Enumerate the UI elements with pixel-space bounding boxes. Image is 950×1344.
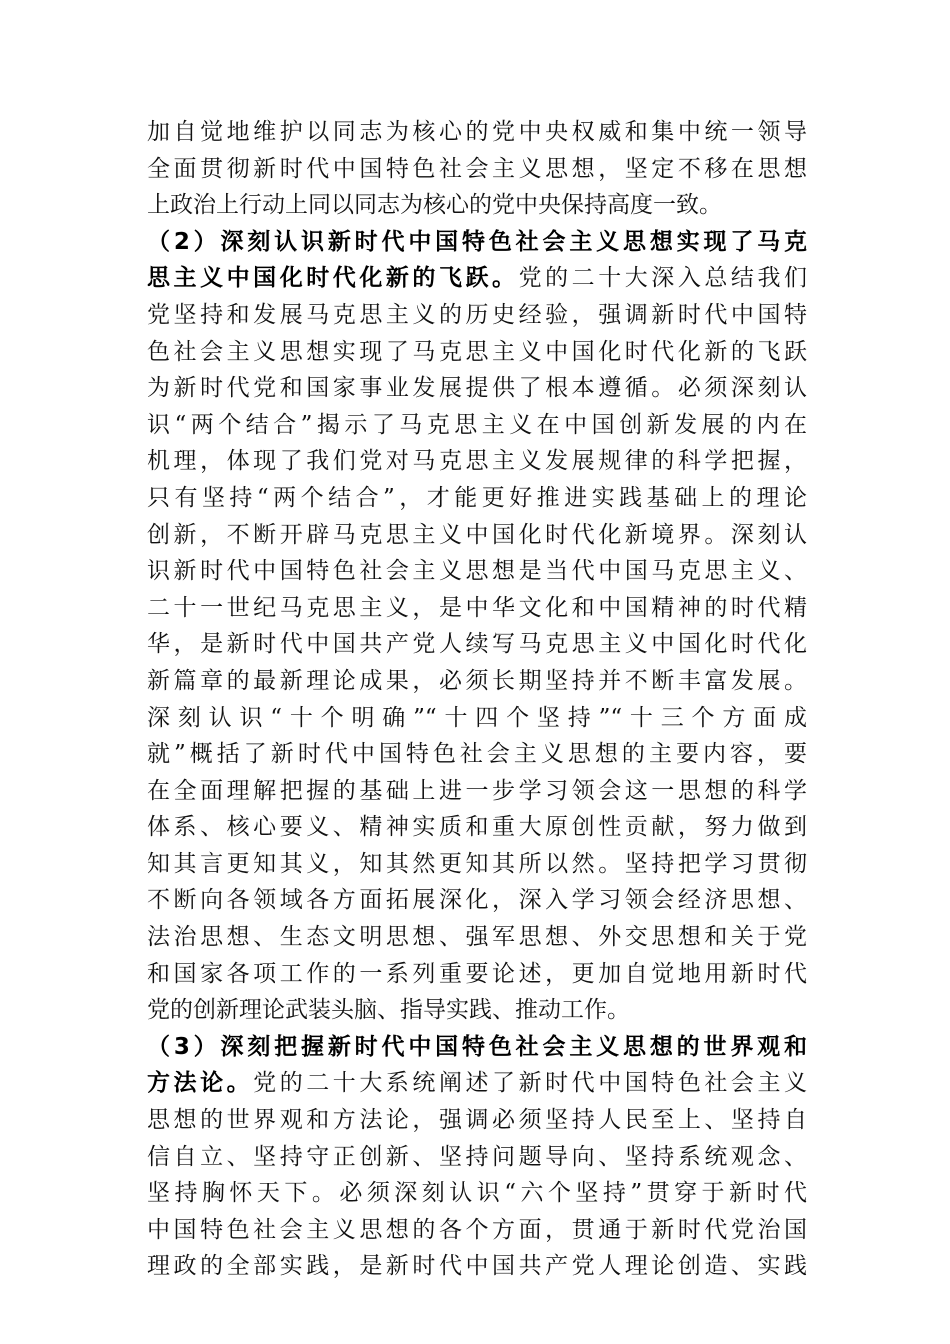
- text-line: [147, 114, 807, 151]
- text-line: [147, 334, 807, 371]
- text-line: [147, 480, 807, 517]
- body-text: 就”概括了新时代中国特色社会主义思想的主要内容，要: [147, 741, 807, 768]
- body-text: 机理，体现了我们党对马克思主义发展规律的科学把握，: [147, 448, 807, 475]
- body-text: 二十一世纪马克思主义，是中华文化和中国精神的时代精: [147, 594, 807, 621]
- text-line: [147, 626, 807, 663]
- text-line: [147, 700, 807, 737]
- body-text: 识新时代中国特色社会主义思想是当代中国马克思主义、: [147, 558, 807, 585]
- text-line: [147, 187, 807, 224]
- text-line: [147, 370, 807, 407]
- bold-heading-text: （2）深刻认识新时代中国特色社会主义思想实现了马克: [147, 228, 807, 255]
- body-text: 识“两个结合”揭示了马克思主义在中国创新发展的内在: [147, 411, 807, 438]
- body-text: 信自立、坚持守正创新、坚持问题导向、坚持系统观念、: [147, 1143, 807, 1170]
- text-line: [147, 663, 807, 700]
- body-text: 华，是新时代中国共产党人续写马克思主义中国化时代化: [147, 631, 807, 658]
- body-text: 新篇章的最新理论成果，必须长期坚持并不断丰富发展。: [147, 667, 807, 694]
- body-text: 党的二十大深入总结我们: [518, 265, 807, 292]
- body-text: 和国家各项工作的一系列重要论述，更加自觉地用新时代: [147, 960, 807, 987]
- bold-heading-text: 思主义中国化时代化新的飞跃。: [147, 265, 519, 292]
- text-line: [147, 1102, 807, 1139]
- body-text: 全面贯彻新时代中国特色社会主义思想，坚定不移在思想: [147, 155, 807, 182]
- body-text: 上政治上行动上同以同志为核心的党中央保持高度一致。: [147, 192, 722, 219]
- body-text: 思想的世界观和方法论，强调必须坚持人民至上、坚持自: [147, 1107, 807, 1134]
- body-text: 创新，不断开辟马克思主义中国化时代化新境界。深刻认: [147, 521, 807, 548]
- text-line: [147, 809, 807, 846]
- body-text: 党的创新理论武装头脑、指导实践、推动工作。: [147, 997, 630, 1024]
- text-line: [147, 1139, 807, 1176]
- text-line: [147, 1175, 807, 1212]
- text-line: [147, 553, 807, 590]
- text-line: [147, 151, 807, 188]
- body-text: 在全面理解把握的基础上进一步学习领会这一思想的科学: [147, 777, 807, 804]
- body-text: 坚持胸怀天下。必须深刻认识“六个坚持”贯穿于新时代: [147, 1180, 807, 1207]
- text-line: [147, 1248, 807, 1285]
- body-text: 理政的全部实践，是新时代中国共产党人理论创造、实践: [147, 1253, 807, 1280]
- body-text: 只有坚持“两个结合”，才能更好推进实践基础上的理论: [147, 484, 807, 511]
- body-text: 党的二十大系统阐述了新时代中国特色社会主义: [253, 1070, 807, 1097]
- body-text: 体系、核心要义、精神实质和重大原创性贡献，努力做到: [147, 814, 807, 841]
- body-text: 法治思想、生态文明思想、强军思想、外交思想和关于党: [147, 924, 807, 951]
- text-line: [147, 1065, 807, 1102]
- text-line: [147, 1212, 807, 1249]
- text-line: [147, 736, 807, 773]
- document-page: [147, 114, 807, 1285]
- text-line: [147, 992, 807, 1029]
- text-line: [147, 443, 807, 480]
- text-line: [147, 517, 807, 554]
- body-text: 知其言更知其义，知其然更知其所以然。坚持把学习贯彻: [147, 850, 807, 877]
- text-line: [147, 407, 807, 444]
- bold-heading-text: （3）深刻把握新时代中国特色社会主义思想的世界观和: [147, 1033, 807, 1060]
- text-line: [147, 919, 807, 956]
- text-line: [147, 1029, 807, 1066]
- text-line: [147, 846, 807, 883]
- text-line: [147, 297, 807, 334]
- text-line: [147, 224, 807, 261]
- body-text: 色社会主义思想实现了马克思主义中国化时代化新的飞跃: [147, 338, 807, 365]
- body-text: 不断向各领域各方面拓展深化，深入学习领会经济思想、: [147, 887, 807, 914]
- bold-heading-text: 方法论。: [147, 1070, 254, 1097]
- body-text: 为新时代党和国家事业发展提供了根本遵循。必须深刻认: [147, 375, 807, 402]
- text-line: [147, 956, 807, 993]
- text-line: [147, 773, 807, 810]
- body-text: 加自觉地维护以同志为核心的党中央权威和集中统一领导: [147, 119, 807, 145]
- text-line: [147, 590, 807, 627]
- body-text: 深刻认识“十个明确”“十四个坚持”“十三个方面成: [147, 704, 807, 731]
- text-line: [147, 260, 807, 297]
- body-text: 中国特色社会主义思想的各个方面，贯通于新时代党治国: [147, 1216, 807, 1243]
- text-line: [147, 882, 807, 919]
- body-text: 党坚持和发展马克思主义的历史经验，强调新时代中国特: [147, 301, 807, 328]
